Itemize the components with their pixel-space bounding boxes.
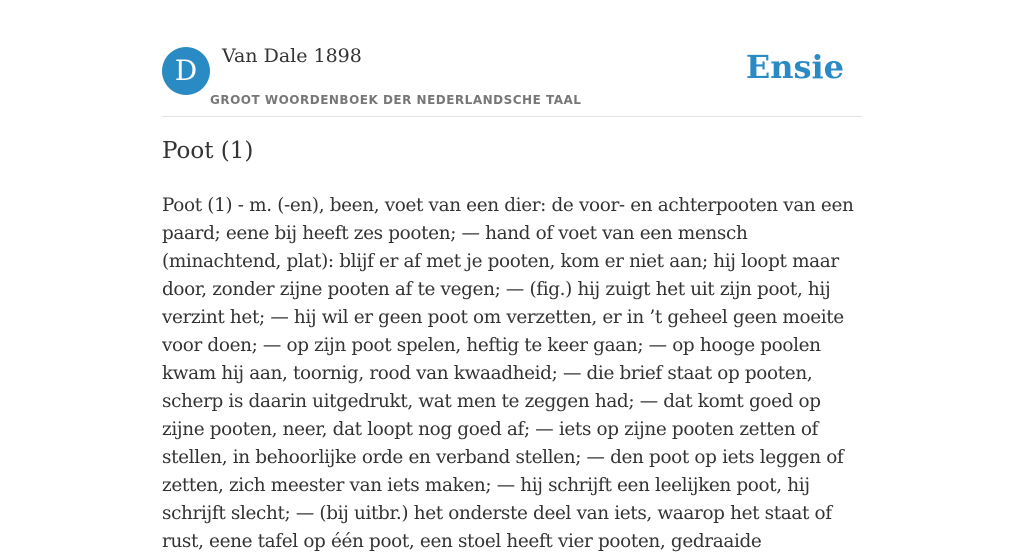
page [162, 0, 862, 552]
dictionary-subtitle: GROOT WOORDENBOEK DER NEDERLANDSCHE TAAL [210, 93, 582, 107]
dictionary-header [162, 0, 862, 117]
dictionary-avatar[interactable]: D [162, 47, 210, 95]
dictionary-title[interactable]: Van Dale 1898 [222, 45, 362, 67]
entry-title: Poot (1) [162, 138, 254, 164]
brand-logo[interactable]: Ensie [745, 48, 844, 86]
entry-body: Poot (1) - m. (-en), been, voet van een dier: de voor- en achterpooten van een paard; eene bij heeft zes pooten; — hand of voet van een mensch (minachtend, plat): blijf er af met je pooten, kom er niet aan; hij loopt maar door, zonder zijne pooten af te vegen; — (fig.) hij zuigt het uit zijn poot, hij verzint het; — hij wil er geen poot om verzetten, er in ’t geheel geen moeite voor doen; — op zijn poot spelen, heftig te keer gaan; — op hooge poolen kwam hij aan, toornig, rood van kwaadheid; — die brief staat op pooten, scherp is daarin uitgedrukt, wat men te zeggen had; — dat komt goed op zijne pooten, neer, dat loopt nog goed af; — iets op zijne pooten zetten of stellen, in behoorlijke orde en verband stellen; — den poot op iets leggen of zetten, zich meester van iets maken; — hij schrijft een leelijken poot, hij schrijft slecht; — (bij uitbr.) het onderste deel van iets, waarop het staat of rust, eene tafel op één poot, een stoel heeft vier pooten, gedraaide [162, 195, 854, 552]
